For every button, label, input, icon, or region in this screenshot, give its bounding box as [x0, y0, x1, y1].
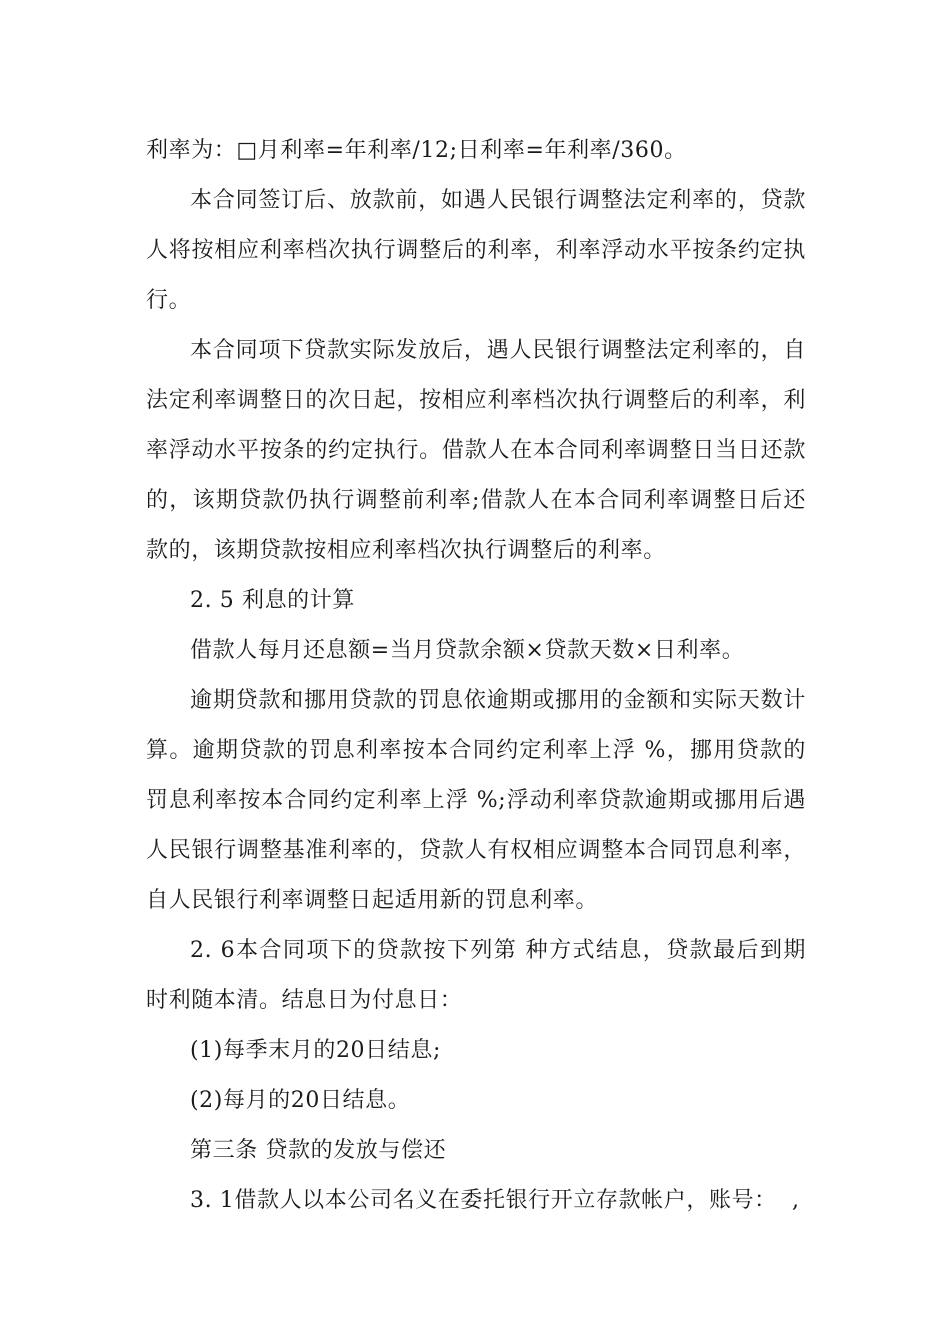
- list-item-monthly-settlement: (2)每月的20日结息。: [190, 1088, 411, 1113]
- paragraph-penalty-interest: 逾期贷款和挪用贷款的罚息依逾期或挪用的金额和实际天数计算。逾期贷款的罚息利率按本合同约定利率上浮 %，挪用贷款的罚息利率按本合同约定利率上浮 %;浮动利率贷款逾期或挪用后遇人民银行调整基准利率的，贷款人有权相应调整本合同罚息利率，自人民银行利率调整日起适用新的罚息利率。: [146, 688, 806, 913]
- section-heading-interest-calculation: 2. 5 利息的计算: [190, 588, 355, 613]
- list-item-quarterly-settlement: (1)每季末月的20日结息;: [190, 1038, 441, 1063]
- paragraph-deposit-account: 3. 1借款人以本公司名义在委托银行开立存款帐户，账号： ,: [190, 1188, 800, 1213]
- paragraph-interest-formula: 利率为：□月利率=年利率/12;日利率=年利率/360。: [146, 138, 687, 163]
- paragraph-rate-adjust-before-loan: 本合同签订后、放款前，如遇人民银行调整法定利率的，贷款人将按相应利率档次执行调整后的利率，利率浮动水平按条约定执行。: [146, 188, 806, 313]
- paragraph-settlement-method: 2. 6本合同项下的贷款按下列第 种方式结息，贷款最后到期时利随本清。结息日为付息日：: [146, 938, 806, 1013]
- paragraph-rate-adjust-after-loan: 本合同项下贷款实际发放后，遇人民银行调整法定利率的，自法定利率调整日的次日起，按相应利率档次执行调整后的利率，利率浮动水平按条的约定执行。借款人在本合同利率调整日当日还款的，该期贷款仍执行调整前利率;借款人在本合同利率调整日后还款的，该期贷款按相应利率档次执行调整后的利率。: [146, 338, 806, 563]
- paragraph-monthly-interest: 借款人每月还息额=当月贷款余额×贷款天数×日利率。: [190, 638, 745, 663]
- article-heading-loan-disbursement: 第三条 贷款的发放与偿还: [190, 1138, 447, 1163]
- document-body: [146, 126, 806, 1226]
